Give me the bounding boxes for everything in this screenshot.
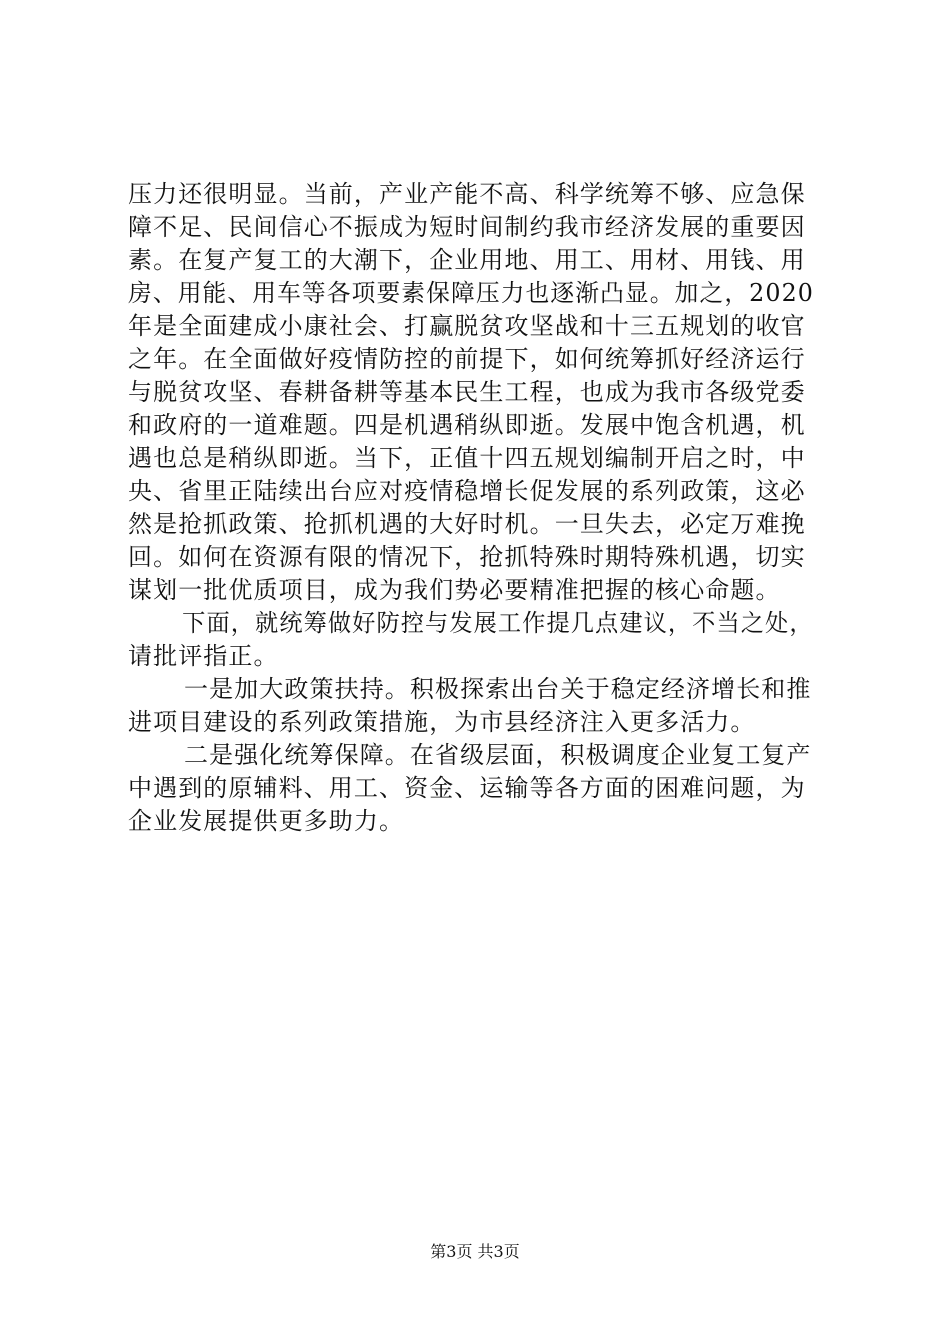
- text-line: 请批评指正。: [128, 642, 279, 670]
- text-line: 回。如何在资源有限的情况下，抢抓特殊时期特殊机遇，切实: [128, 543, 806, 571]
- text-line: 年是全面建成小康社会、打赢脱贫攻坚战和十三五规划的收官: [128, 312, 806, 340]
- paragraph-first-line: 二是强化统筹保障。在省级层面，积极调度企业复工复产: [184, 741, 812, 769]
- body-text: [128, 178, 814, 838]
- page-number-footer: 第3页 共3页: [430, 1242, 520, 1261]
- text-line: 企业发展提供更多助力。: [128, 807, 405, 835]
- text-line: 障不足、民间信心不振成为短时间制约我市经济发展的重要因: [128, 213, 806, 241]
- text-line: 央、省里正陆续出台应对疫情稳增长促发展的系列政策，这必: [128, 477, 806, 505]
- text-line: 进项目建设的系列政策措施，为市县经济注入更多活力。: [128, 708, 756, 736]
- text-line: 与脱贫攻坚、春耕备耕等基本民生工程，也成为我市各级党委: [128, 378, 806, 406]
- paragraph-first-line: 一是加大政策扶持。积极探索出台关于稳定经济增长和推: [184, 675, 812, 703]
- text-line: 房、用能、用车等各项要素保障压力也逐渐凸显。加之，2020: [128, 279, 814, 307]
- text-line: 素。在复产复工的大潮下，企业用地、用工、用材、用钱、用: [128, 246, 806, 274]
- text-line: 之年。在全面做好疫情防控的前提下，如何统筹抓好经济运行: [128, 345, 806, 373]
- text-line: 谋划一批优质项目，成为我们势必要精准把握的核心命题。: [128, 576, 781, 604]
- text-line: 和政府的一道难题。四是机遇稍纵即逝。发展中饱含机遇，机: [128, 411, 806, 439]
- text-line: 遇也总是稍纵即逝。当下，正值十四五规划编制开启之时，中: [128, 444, 806, 472]
- text-line: 然是抢抓政策、抢抓机遇的大好时机。一旦失去，必定万难挽: [128, 510, 806, 538]
- text-line: 压力还很明显。当前，产业产能不高、科学统筹不够、应急保: [128, 180, 806, 208]
- paragraph-first-line: 下面，就统筹做好防控与发展工作提几点建议，不当之处，: [182, 609, 814, 637]
- text-line: 中遇到的原辅料、用工、资金、运输等各方面的困难问题，为: [128, 774, 806, 802]
